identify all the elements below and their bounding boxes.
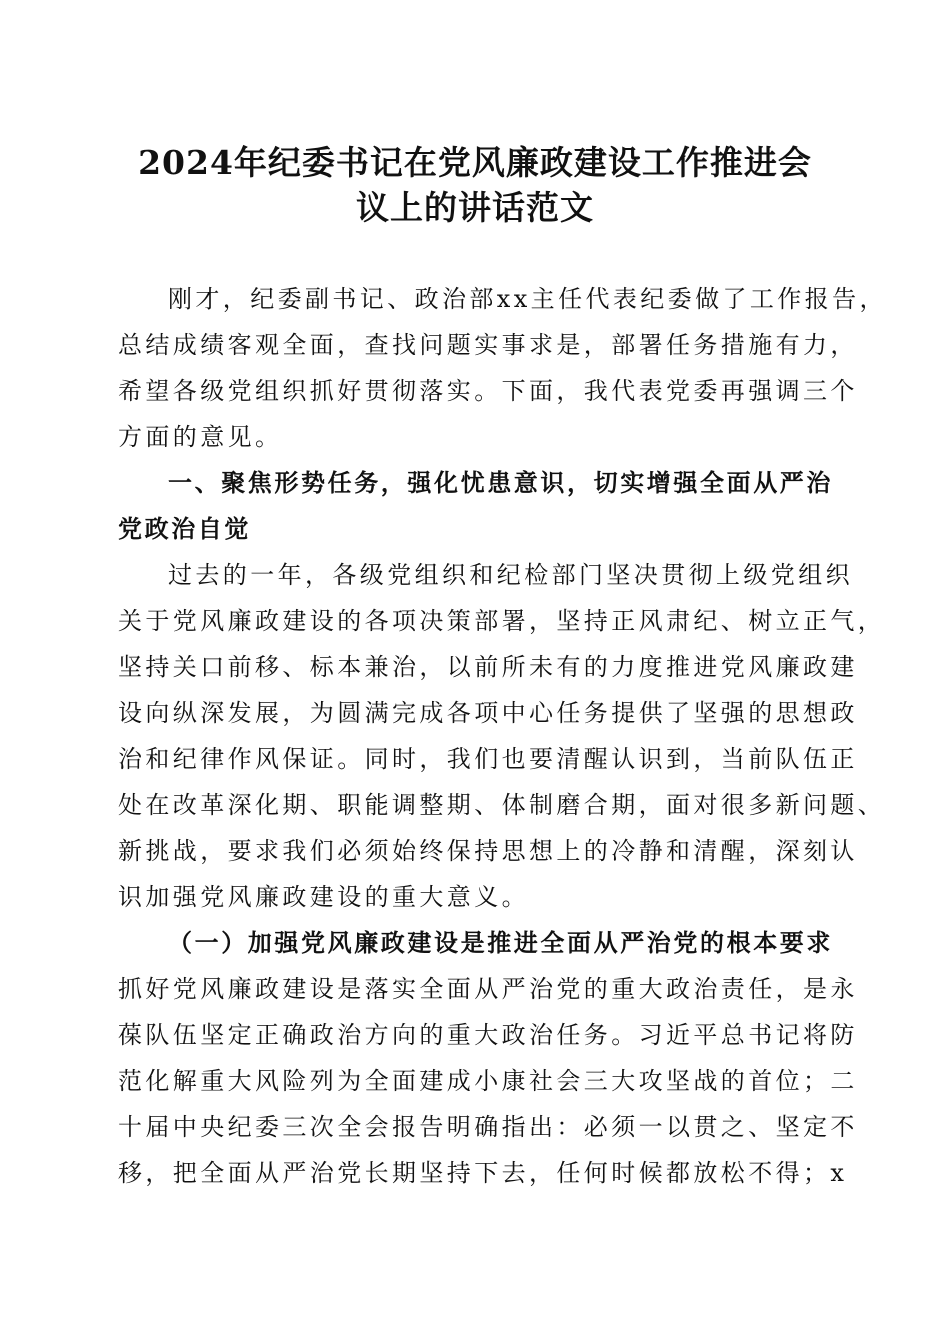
- paragraph-line: 坚持关口前移、标本兼治，以前所未有的力度推进党风廉政建: [118, 653, 858, 681]
- paragraph-line: 十届中央纪委三次全会报告明确指出：必须一以贯之、坚定不: [118, 1113, 858, 1141]
- paragraph-line: 方面的意见。: [118, 423, 283, 451]
- paragraph-line: 刚才，纪委副书记、政治部xx主任代表纪委做了工作报告，: [168, 285, 887, 313]
- subsection-heading: （一）加强党风廉政建设是推进全面从严治党的根本要求: [168, 928, 833, 957]
- document-title-line-1: 2024年纪委书记在党风廉政建设工作推进会: [138, 143, 812, 182]
- section-heading-line: 一、聚焦形势任务，强化忧患意识，切实增强全面从严治: [168, 469, 833, 497]
- section-heading-line: 党政治自觉: [118, 515, 251, 543]
- paragraph-line: 治和纪律作风保证。同时，我们也要清醒认识到，当前队伍正: [118, 745, 858, 773]
- document-title-line-2: 议上的讲话范文: [356, 188, 594, 227]
- paragraph-line: 新挑战，要求我们必须始终保持思想上的冷静和清醒，深刻认: [118, 837, 858, 865]
- paragraph-line: 设向纵深发展，为圆满完成各项中心任务提供了坚强的思想政: [118, 699, 858, 727]
- paragraph-line: 总结成绩客观全面，查找问题实事求是，部署任务措施有力，: [118, 331, 858, 359]
- paragraph-line: 葆队伍坚定正确政治方向的重大政治任务。习近平总书记将防: [118, 1021, 858, 1049]
- paragraph-line: 过去的一年，各级党组织和纪检部门坚决贯彻上级党组织: [168, 561, 853, 589]
- paragraph-line: 处在改革深化期、职能调整期、体制磨合期，面对很多新问题、: [118, 791, 886, 819]
- paragraph-line: 抓好党风廉政建设是落实全面从严治党的重大政治责任，是永: [118, 975, 858, 1003]
- paragraph-line: 识加强党风廉政建设的重大意义。: [118, 883, 529, 911]
- paragraph-line: 范化解重大风险列为全面建成小康社会三大攻坚战的首位；二: [118, 1067, 858, 1095]
- paragraph-line: 移，把全面从严治党长期坚持下去，任何时候都放松不得；x: [118, 1159, 848, 1187]
- paragraph-line: 希望各级党组织抓好贯彻落实。下面，我代表党委再强调三个: [118, 377, 858, 405]
- paragraph-line: 关于党风廉政建设的各项决策部署，坚持正风肃纪、树立正气，: [118, 607, 886, 635]
